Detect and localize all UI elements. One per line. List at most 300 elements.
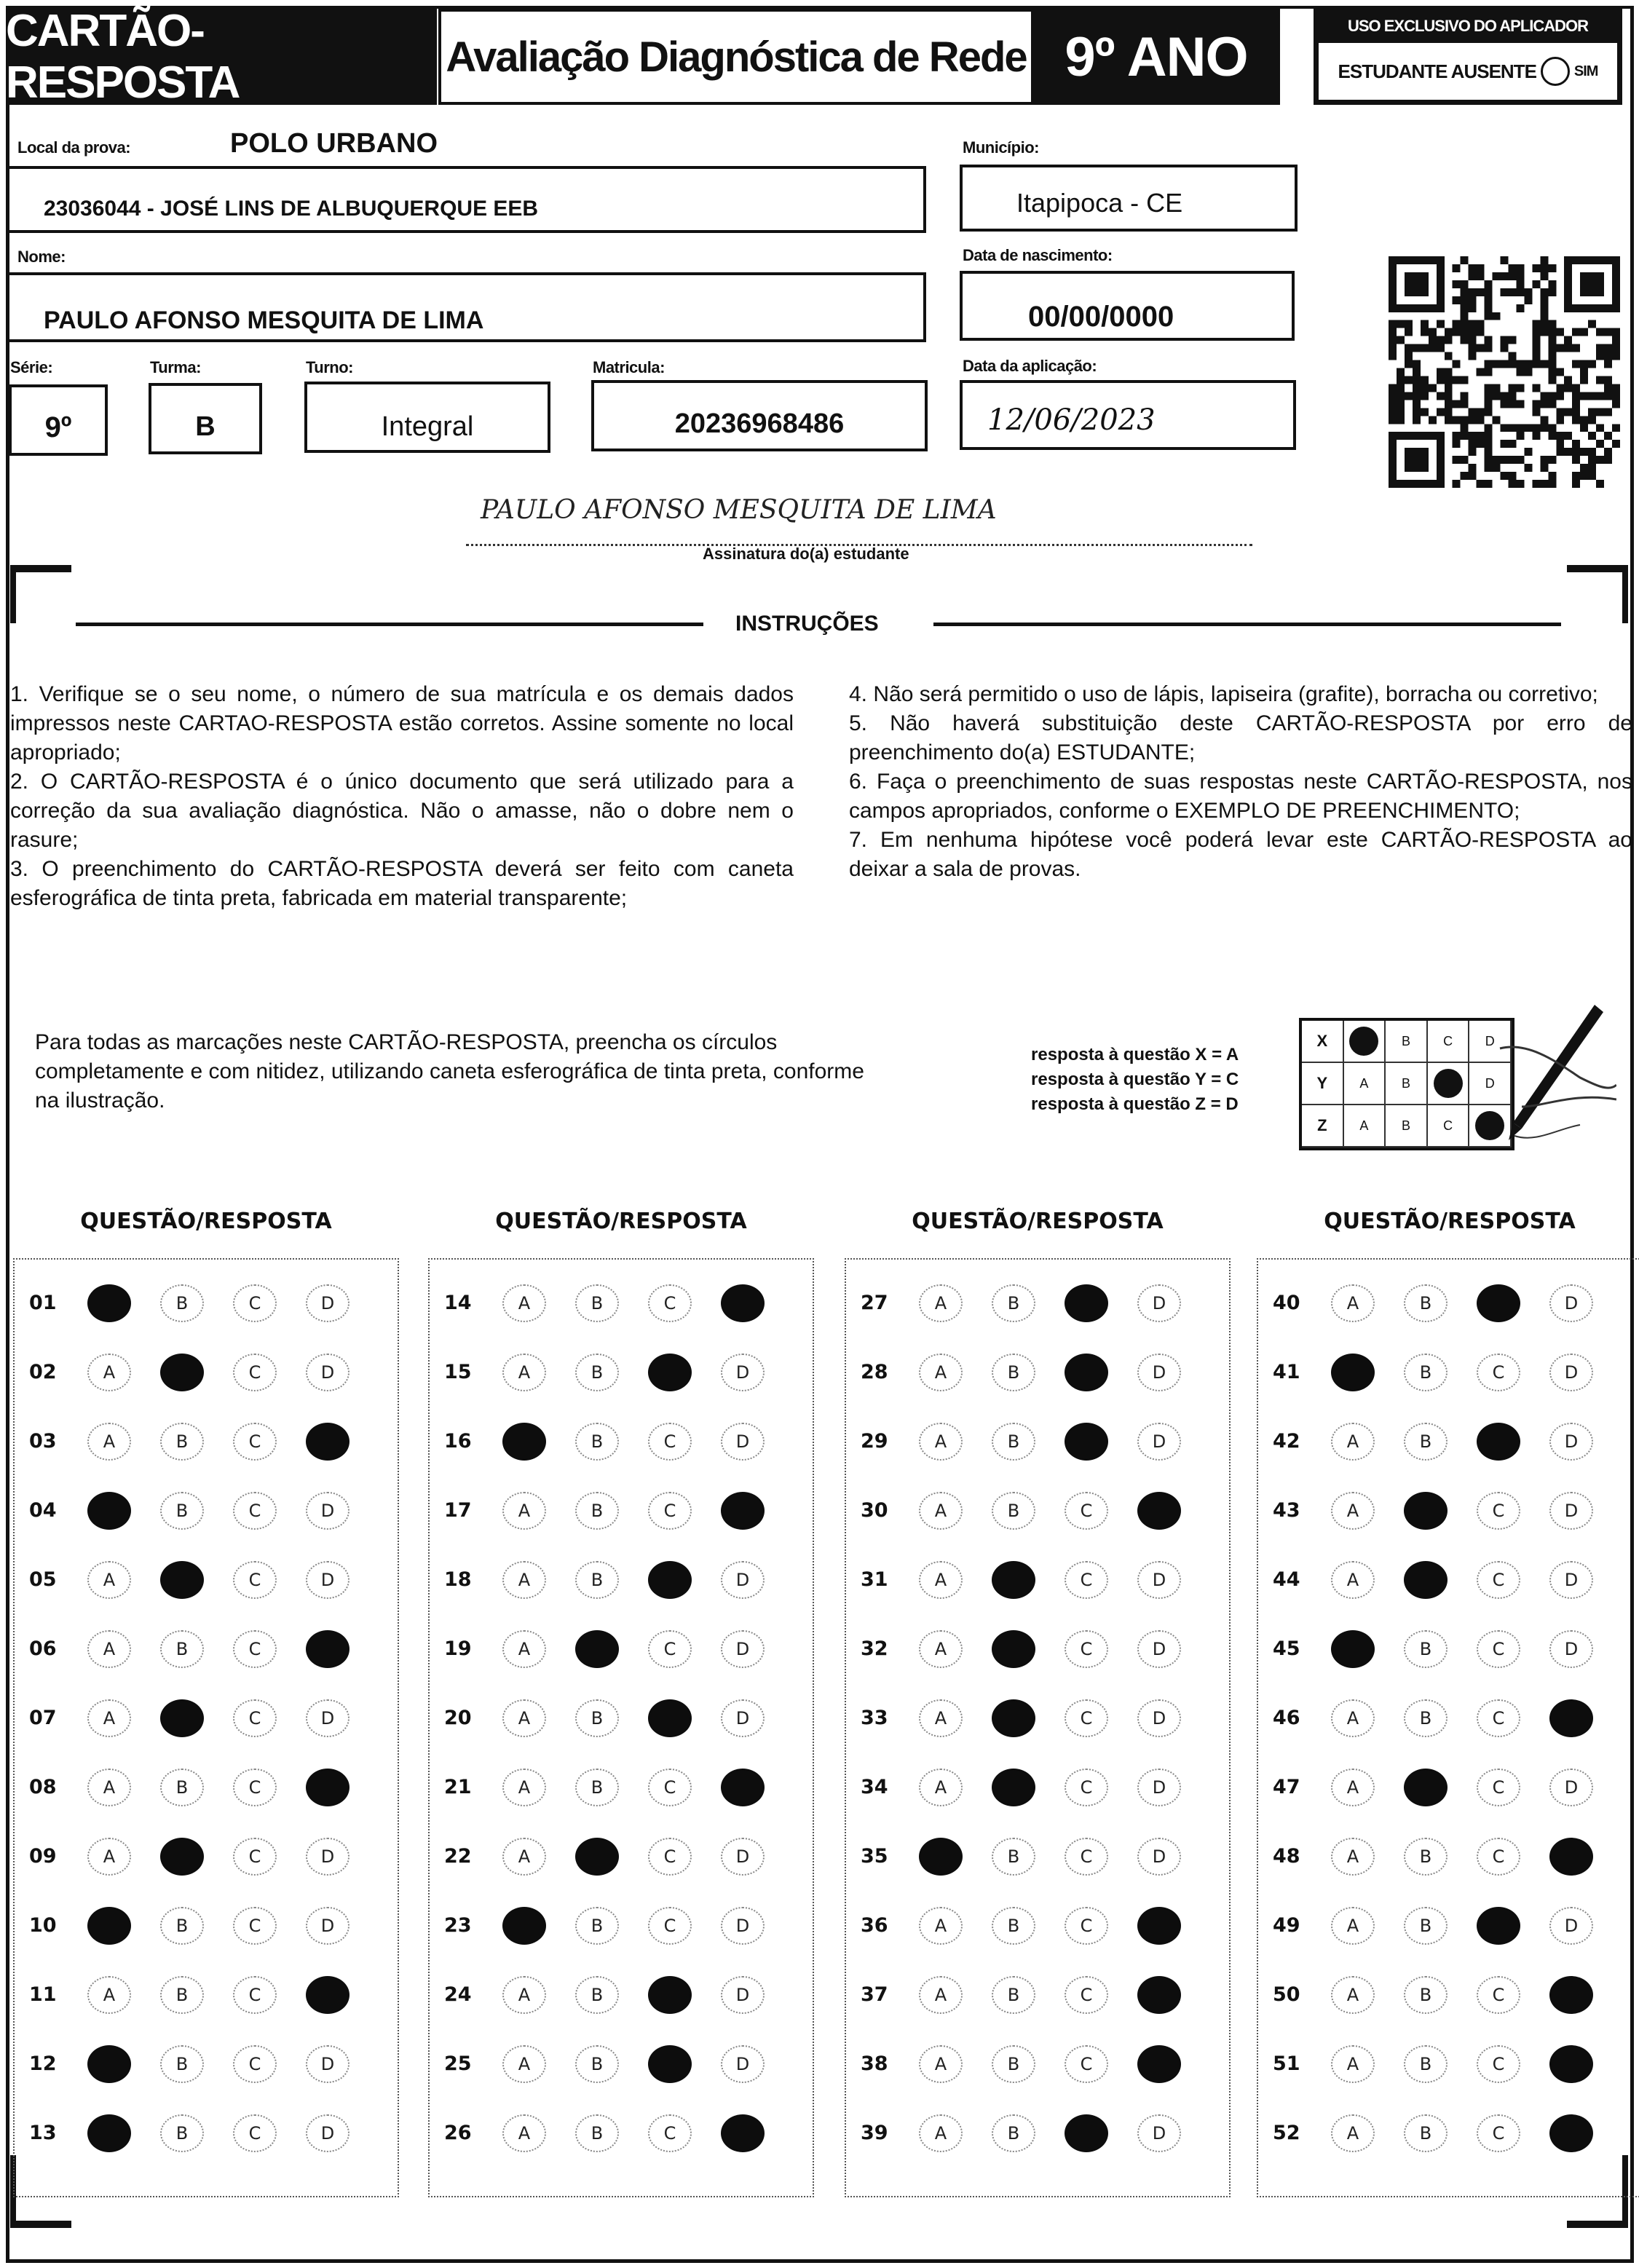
answer-bubble[interactable]: D bbox=[1549, 1561, 1593, 1599]
answer-bubble[interactable]: C bbox=[233, 1423, 277, 1461]
municipio-field bbox=[960, 165, 1298, 232]
answer-bubble[interactable]: B bbox=[992, 2114, 1035, 2152]
answer-bubble[interactable]: D bbox=[306, 2114, 349, 2152]
answer-bubble[interactable]: A bbox=[919, 1976, 963, 2014]
answer-bubble[interactable]: B bbox=[575, 1354, 619, 1391]
answer-bubble-filled[interactable] bbox=[1065, 1284, 1108, 1322]
answer-bubble[interactable]: C bbox=[648, 1630, 692, 1668]
answer-bubble[interactable]: C bbox=[1477, 1976, 1520, 2014]
answer-bubble[interactable]: B bbox=[575, 1561, 619, 1599]
answer-bubble[interactable]: D bbox=[721, 1699, 765, 1737]
answer-bubble[interactable]: A bbox=[87, 1769, 131, 1806]
answer-bubble-filled[interactable] bbox=[1549, 1838, 1593, 1876]
answer-bubble-filled[interactable] bbox=[1065, 1354, 1108, 1391]
answer-bubble-filled[interactable] bbox=[306, 1630, 349, 1668]
question-number: 45 bbox=[1273, 1637, 1300, 1660]
pencil-hand-icon bbox=[1471, 997, 1616, 1158]
answer-bubble[interactable]: B bbox=[1404, 1976, 1448, 2014]
question-number: 36 bbox=[861, 1914, 888, 1937]
answer-bubble-filled[interactable] bbox=[1404, 1769, 1448, 1806]
answer-row bbox=[15, 1407, 398, 1476]
answer-bubble[interactable]: D bbox=[721, 1423, 765, 1461]
answer-bubble[interactable]: D bbox=[1549, 1354, 1593, 1391]
answer-bubble[interactable]: C bbox=[1477, 1699, 1520, 1737]
example-legend-item: resposta à questão X = A bbox=[1031, 1045, 1239, 1064]
question-number: 12 bbox=[29, 2052, 57, 2075]
answer-bubble-filled[interactable] bbox=[648, 2045, 692, 2083]
answer-bubble[interactable]: A bbox=[1331, 2045, 1375, 2083]
answer-bubble[interactable]: C bbox=[1477, 1838, 1520, 1876]
answer-bubble[interactable]: B bbox=[575, 1492, 619, 1530]
answer-bubble-filled[interactable] bbox=[1549, 1976, 1593, 2014]
instruction-item: 1. Verifique se o seu nome, o número de sua matrícula e os demais dados impressos neste CARTAO-RESPOSTA estão corretos. Assine somente no local apropriado; bbox=[10, 682, 794, 764]
answer-bubble[interactable]: A bbox=[502, 1630, 546, 1668]
example-option: C bbox=[1428, 1105, 1470, 1147]
question-number: 48 bbox=[1273, 1845, 1300, 1868]
answer-bubble[interactable]: D bbox=[721, 1354, 765, 1391]
answer-bubble[interactable]: D bbox=[1137, 1354, 1181, 1391]
answer-bubble[interactable]: A bbox=[502, 1561, 546, 1599]
answer-bubble[interactable]: D bbox=[306, 1284, 349, 1322]
answer-bubble[interactable]: B bbox=[1404, 2045, 1448, 2083]
answer-bubble-filled[interactable] bbox=[502, 1423, 546, 1461]
absent-checkbox[interactable] bbox=[1541, 57, 1570, 86]
answer-bubble[interactable]: C bbox=[233, 1838, 277, 1876]
answer-bubble[interactable]: A bbox=[919, 2045, 963, 2083]
answer-bubble[interactable]: C bbox=[233, 2114, 277, 2152]
answer-bubble[interactable]: C bbox=[1477, 1561, 1520, 1599]
answer-bubble-filled[interactable] bbox=[648, 1561, 692, 1599]
answer-bubble[interactable]: A bbox=[919, 2114, 963, 2152]
question-number: 42 bbox=[1273, 1430, 1300, 1453]
answer-bubble[interactable]: D bbox=[1549, 1769, 1593, 1806]
answer-bubble[interactable]: B bbox=[1404, 2114, 1448, 2152]
answer-bubble-filled[interactable] bbox=[1404, 1492, 1448, 1530]
answer-bubble[interactable]: D bbox=[1137, 1699, 1181, 1737]
answer-bubble[interactable]: B bbox=[575, 1976, 619, 2014]
question-number: 05 bbox=[29, 1568, 57, 1591]
instruction-item: 5. Não haverá substituição deste CARTÃO-RESPOSTA por erro de preenchimento do(a) ESTUDANTE; bbox=[849, 711, 1632, 764]
answer-bubble[interactable]: D bbox=[306, 1354, 349, 1391]
answer-bubble[interactable]: A bbox=[502, 2045, 546, 2083]
answer-bubble-filled[interactable] bbox=[87, 1492, 131, 1530]
answer-bubble[interactable]: B bbox=[575, 1284, 619, 1322]
answer-bubble[interactable]: B bbox=[160, 1976, 204, 2014]
serie-field bbox=[9, 384, 108, 456]
instruction-item: 2. O CARTÃO-RESPOSTA é o único documento que será utilizado para a correção da sua avaliação diagnóstica. Não o amasse, não o dobre nem o rasure; bbox=[10, 770, 794, 852]
grade-title: 9º ANO bbox=[1032, 9, 1280, 105]
answer-bubble-filled[interactable] bbox=[575, 1838, 619, 1876]
answer-bubble[interactable]: D bbox=[721, 1976, 765, 2014]
nascimento-label: Data de nascimento: bbox=[963, 246, 1113, 264]
answer-bubble[interactable]: D bbox=[306, 1699, 349, 1737]
question-number: 21 bbox=[444, 1776, 472, 1798]
answer-bubble-filled[interactable] bbox=[1549, 2045, 1593, 2083]
answer-bubble[interactable]: C bbox=[1065, 1838, 1108, 1876]
signature-label: Assinatura do(a) estudante bbox=[703, 545, 909, 563]
example-option: D bbox=[1469, 1063, 1512, 1105]
answer-bubble[interactable]: A bbox=[87, 1976, 131, 2014]
answer-bubble[interactable]: A bbox=[502, 1699, 546, 1737]
nascimento-value: 00/00/0000 bbox=[1028, 301, 1174, 333]
answer-bubble[interactable]: C bbox=[233, 1284, 277, 1322]
answer-bubble[interactable]: A bbox=[1331, 1838, 1375, 1876]
answer-row bbox=[15, 1822, 398, 1891]
question-number: 47 bbox=[1273, 1776, 1300, 1798]
instruction-item: 4. Não será permitido o uso de lápis, lapiseira (grafite), borracha ou corretivo; bbox=[849, 682, 1598, 706]
answer-bubble[interactable]: A bbox=[919, 1907, 963, 1945]
answer-bubble[interactable]: D bbox=[721, 2045, 765, 2083]
instruction-item: 6. Faça o preenchimento de suas respostas neste CARTÃO-RESPOSTA, nos campos apropriados, conforme o EXEMPLO DE PREENCHIMENTO; bbox=[849, 770, 1632, 823]
answer-bubble[interactable]: A bbox=[502, 1354, 546, 1391]
answer-column-header: QUESTÃO/RESPOSTA bbox=[495, 1209, 747, 1234]
answer-bubble[interactable]: A bbox=[919, 1354, 963, 1391]
answer-bubble[interactable]: C bbox=[233, 1699, 277, 1737]
answer-bubble[interactable]: C bbox=[648, 1907, 692, 1945]
answer-bubble[interactable]: A bbox=[502, 2114, 546, 2152]
answer-bubble-filled[interactable] bbox=[575, 1630, 619, 1668]
answer-bubble[interactable]: A bbox=[1331, 1769, 1375, 1806]
answer-bubble[interactable]: D bbox=[1137, 1630, 1181, 1668]
answer-bubble-filled[interactable] bbox=[648, 1699, 692, 1737]
answer-bubble[interactable]: C bbox=[648, 1769, 692, 1806]
answer-box bbox=[13, 1258, 399, 2197]
answer-row bbox=[430, 1822, 813, 1891]
answer-bubble[interactable]: D bbox=[1137, 1284, 1181, 1322]
answer-bubble[interactable]: B bbox=[160, 1284, 204, 1322]
turno-field bbox=[304, 382, 550, 453]
answer-bubble[interactable]: C bbox=[1477, 1769, 1520, 1806]
turma-field bbox=[149, 383, 262, 454]
answer-column-2 bbox=[428, 1209, 814, 2197]
answer-bubble-filled[interactable] bbox=[87, 2045, 131, 2083]
question-number: 40 bbox=[1273, 1292, 1300, 1314]
signature-line bbox=[466, 495, 1252, 546]
answer-bubble[interactable]: C bbox=[233, 1976, 277, 2014]
answer-bubble[interactable]: C bbox=[648, 1838, 692, 1876]
answer-bubble[interactable]: C bbox=[1065, 1907, 1108, 1945]
answer-bubble[interactable]: A bbox=[502, 1976, 546, 2014]
example-option: B bbox=[1386, 1063, 1428, 1105]
answer-bubble[interactable]: B bbox=[992, 1354, 1035, 1391]
answer-bubble[interactable]: D bbox=[306, 2045, 349, 2083]
answer-bubble[interactable]: A bbox=[502, 1838, 546, 1876]
answer-bubble[interactable]: C bbox=[1065, 1976, 1108, 2014]
turno-value: Integral bbox=[381, 411, 474, 442]
answer-bubble[interactable]: D bbox=[1549, 1284, 1593, 1322]
answer-row bbox=[846, 1683, 1229, 1753]
answer-bubble[interactable]: D bbox=[1549, 1492, 1593, 1530]
answer-bubble[interactable]: A bbox=[87, 1838, 131, 1876]
absent-field bbox=[1319, 43, 1617, 100]
answer-bubble[interactable]: B bbox=[160, 1492, 204, 1530]
qr-code bbox=[1388, 256, 1621, 488]
question-number: 03 bbox=[29, 1430, 57, 1453]
answer-bubble[interactable]: B bbox=[1404, 1423, 1448, 1461]
question-number: 33 bbox=[861, 1707, 888, 1729]
answer-bubble-filled[interactable] bbox=[1404, 1561, 1448, 1599]
answer-bubble[interactable]: D bbox=[1549, 1907, 1593, 1945]
answer-bubble-filled[interactable] bbox=[1477, 1284, 1520, 1322]
answer-bubble[interactable]: C bbox=[1065, 2045, 1108, 2083]
answer-bubble-filled[interactable] bbox=[992, 1561, 1035, 1599]
turno-label: Turno: bbox=[306, 358, 354, 376]
question-number: 39 bbox=[861, 2122, 888, 2144]
answer-row bbox=[846, 1268, 1229, 1338]
answer-bubble[interactable]: B bbox=[160, 2045, 204, 2083]
example-option: A bbox=[1344, 1105, 1386, 1147]
answer-bubble-filled[interactable] bbox=[1331, 1354, 1375, 1391]
example-filled-bubble bbox=[1349, 1027, 1378, 1056]
answer-bubble[interactable]: A bbox=[919, 1284, 963, 1322]
question-number: 46 bbox=[1273, 1707, 1300, 1729]
answer-bubble[interactable]: B bbox=[992, 1284, 1035, 1322]
answer-column-header: QUESTÃO/RESPOSTA bbox=[1324, 1209, 1576, 1234]
answer-bubble-filled[interactable] bbox=[1065, 1423, 1108, 1461]
answer-bubble[interactable]: C bbox=[648, 1492, 692, 1530]
answer-bubble-filled[interactable] bbox=[648, 1354, 692, 1391]
answer-bubble-filled[interactable] bbox=[87, 2114, 131, 2152]
answer-bubble[interactable]: A bbox=[919, 1423, 963, 1461]
answer-bubble-filled[interactable] bbox=[992, 1769, 1035, 1806]
answer-bubble[interactable]: D bbox=[306, 1561, 349, 1599]
answer-bubble[interactable]: D bbox=[1549, 1630, 1593, 1668]
example-option bbox=[1428, 1063, 1470, 1105]
answer-row bbox=[430, 1545, 813, 1614]
answer-bubble[interactable]: A bbox=[919, 1630, 963, 1668]
answer-row bbox=[846, 1545, 1229, 1614]
answer-bubble[interactable]: D bbox=[721, 1561, 765, 1599]
answer-bubble-filled[interactable] bbox=[1137, 2045, 1181, 2083]
answer-row bbox=[15, 1268, 398, 1338]
answer-bubble[interactable]: B bbox=[575, 1699, 619, 1737]
answer-bubble[interactable]: C bbox=[648, 1284, 692, 1322]
answer-bubble-filled[interactable] bbox=[502, 1907, 546, 1945]
answer-bubble[interactable]: D bbox=[1549, 1423, 1593, 1461]
answer-bubble[interactable]: B bbox=[992, 2045, 1035, 2083]
answer-bubble-filled[interactable] bbox=[1549, 1699, 1593, 1737]
answer-bubble[interactable]: A bbox=[919, 1699, 963, 1737]
question-number: 20 bbox=[444, 1707, 472, 1729]
answer-bubble-filled[interactable] bbox=[1477, 1907, 1520, 1945]
answer-bubble[interactable]: B bbox=[575, 2114, 619, 2152]
answer-bubble[interactable]: B bbox=[160, 2114, 204, 2152]
answer-bubble[interactable]: D bbox=[1137, 1838, 1181, 1876]
question-number: 26 bbox=[444, 2122, 472, 2144]
question-number: 41 bbox=[1273, 1361, 1300, 1383]
answer-bubble-filled[interactable] bbox=[1137, 1976, 1181, 2014]
answer-bubble-filled[interactable] bbox=[87, 1284, 131, 1322]
answer-row bbox=[15, 1614, 398, 1683]
answer-bubble[interactable]: A bbox=[502, 1284, 546, 1322]
answer-bubble-filled[interactable] bbox=[1331, 1630, 1375, 1668]
answer-bubble[interactable]: A bbox=[87, 1561, 131, 1599]
answer-bubble-filled[interactable] bbox=[160, 1699, 204, 1737]
answer-bubble-filled[interactable] bbox=[160, 1838, 204, 1876]
answer-bubble[interactable]: C bbox=[1477, 2045, 1520, 2083]
answer-bubble[interactable]: B bbox=[1404, 1838, 1448, 1876]
answer-bubble[interactable]: B bbox=[575, 1423, 619, 1461]
answer-bubble-filled[interactable] bbox=[306, 1423, 349, 1461]
answer-bubble-filled[interactable] bbox=[160, 1354, 204, 1391]
question-number: 04 bbox=[29, 1499, 57, 1522]
answer-bubble[interactable]: A bbox=[1331, 1976, 1375, 2014]
question-number: 02 bbox=[29, 1361, 57, 1383]
answer-bubble[interactable]: C bbox=[1065, 1561, 1108, 1599]
answer-bubble[interactable]: D bbox=[1137, 1561, 1181, 1599]
corner-mark-tl bbox=[10, 565, 71, 623]
answer-bubble[interactable]: A bbox=[87, 1354, 131, 1391]
answer-bubble[interactable]: D bbox=[1137, 1423, 1181, 1461]
question-number: 38 bbox=[861, 2052, 888, 2075]
answer-row bbox=[430, 2098, 813, 2168]
answer-bubble[interactable]: B bbox=[1404, 1907, 1448, 1945]
answer-bubble-filled[interactable] bbox=[306, 1976, 349, 2014]
answer-bubble[interactable]: B bbox=[1404, 1699, 1448, 1737]
answer-bubble[interactable]: B bbox=[160, 1907, 204, 1945]
answer-row bbox=[1258, 1268, 1639, 1338]
answer-bubble-filled[interactable] bbox=[721, 1769, 765, 1806]
answer-bubble-filled[interactable] bbox=[1137, 1907, 1181, 1945]
matricula-value: 20236968486 bbox=[674, 408, 845, 439]
answer-bubble[interactable]: A bbox=[1331, 2114, 1375, 2152]
answer-bubble[interactable]: B bbox=[160, 1769, 204, 1806]
answer-bubble[interactable]: C bbox=[233, 1354, 277, 1391]
answer-bubble[interactable]: A bbox=[1331, 1699, 1375, 1737]
answer-bubble[interactable]: C bbox=[233, 1907, 277, 1945]
example-row-label: Z bbox=[1302, 1105, 1344, 1147]
question-number: 31 bbox=[861, 1568, 888, 1591]
answer-row bbox=[1258, 2098, 1639, 2168]
answer-bubble[interactable]: B bbox=[160, 1630, 204, 1668]
answer-bubble[interactable]: A bbox=[87, 1423, 131, 1461]
answer-bubble-filled[interactable] bbox=[992, 1699, 1035, 1737]
answer-bubble[interactable]: A bbox=[919, 1769, 963, 1806]
answer-row bbox=[1258, 2029, 1639, 2098]
answer-bubble[interactable]: C bbox=[1477, 1492, 1520, 1530]
answer-row bbox=[430, 1753, 813, 1822]
aplicacao-label: Data da aplicação: bbox=[963, 357, 1097, 375]
answer-bubble[interactable]: C bbox=[1065, 1699, 1108, 1737]
example-row-label: X bbox=[1302, 1021, 1344, 1063]
answer-bubble[interactable]: D bbox=[1137, 1769, 1181, 1806]
answer-bubble[interactable]: C bbox=[1477, 2114, 1520, 2152]
answer-bubble[interactable]: B bbox=[992, 1976, 1035, 2014]
answer-bubble[interactable]: D bbox=[306, 1492, 349, 1530]
answer-bubble-filled[interactable] bbox=[306, 1769, 349, 1806]
corner-mark-tr bbox=[1567, 565, 1628, 623]
answer-bubble[interactable]: B bbox=[575, 2045, 619, 2083]
answer-bubble[interactable]: B bbox=[575, 1907, 619, 1945]
answer-bubble[interactable]: C bbox=[1065, 1630, 1108, 1668]
answer-bubble[interactable]: C bbox=[233, 1561, 277, 1599]
matricula-label: Matricula: bbox=[593, 358, 665, 376]
answer-row bbox=[1258, 1476, 1639, 1545]
answer-bubble[interactable]: C bbox=[648, 2114, 692, 2152]
answer-bubble[interactable]: A bbox=[1331, 1284, 1375, 1322]
answer-bubble[interactable]: A bbox=[1331, 1423, 1375, 1461]
answer-bubble[interactable]: B bbox=[992, 1423, 1035, 1461]
answer-bubble[interactable]: C bbox=[1477, 1354, 1520, 1391]
answer-bubble[interactable]: A bbox=[87, 1630, 131, 1668]
answer-bubble[interactable]: A bbox=[1331, 1561, 1375, 1599]
nascimento-field bbox=[960, 271, 1295, 341]
example-filled-bubble bbox=[1434, 1069, 1463, 1098]
answer-bubble[interactable]: B bbox=[1404, 1630, 1448, 1668]
answer-bubble[interactable]: D bbox=[721, 1630, 765, 1668]
answer-bubble-filled[interactable] bbox=[1549, 2114, 1593, 2152]
answer-bubble-filled[interactable] bbox=[1065, 2114, 1108, 2152]
answer-bubble[interactable]: D bbox=[1137, 2114, 1181, 2152]
answer-row bbox=[846, 1891, 1229, 1960]
instructions-rule-right bbox=[933, 623, 1561, 626]
answer-bubble[interactable]: B bbox=[992, 1838, 1035, 1876]
answer-row bbox=[846, 1476, 1229, 1545]
question-number: 13 bbox=[29, 2122, 57, 2144]
answer-row bbox=[430, 1683, 813, 1753]
answer-bubble[interactable]: C bbox=[233, 2045, 277, 2083]
answer-bubble[interactable]: B bbox=[1404, 1354, 1448, 1391]
answer-bubble[interactable]: C bbox=[1477, 1630, 1520, 1668]
answer-row bbox=[15, 1338, 398, 1407]
answer-bubble[interactable]: D bbox=[721, 1838, 765, 1876]
serie-label: Série: bbox=[10, 358, 53, 376]
answer-bubble[interactable]: D bbox=[306, 1907, 349, 1945]
answer-bubble[interactable]: A bbox=[919, 1561, 963, 1599]
answer-bubble-filled[interactable] bbox=[919, 1838, 963, 1876]
answer-bubble-filled[interactable] bbox=[721, 2114, 765, 2152]
answer-bubble[interactable]: B bbox=[575, 1769, 619, 1806]
answer-bubble-filled[interactable] bbox=[721, 1284, 765, 1322]
answer-bubble[interactable]: C bbox=[233, 1630, 277, 1668]
answer-bubble[interactable]: A bbox=[87, 1699, 131, 1737]
answer-bubble-filled[interactable] bbox=[721, 1492, 765, 1530]
question-number: 11 bbox=[29, 1983, 57, 2006]
answer-bubble[interactable]: D bbox=[306, 1838, 349, 1876]
answer-bubble[interactable]: A bbox=[1331, 1492, 1375, 1530]
answer-bubble[interactable]: C bbox=[1065, 1769, 1108, 1806]
answer-bubble[interactable]: A bbox=[919, 1492, 963, 1530]
answer-bubble[interactable]: D bbox=[721, 1907, 765, 1945]
answer-bubble[interactable]: C bbox=[233, 1769, 277, 1806]
answer-bubble[interactable]: A bbox=[1331, 1907, 1375, 1945]
answer-bubble[interactable]: B bbox=[160, 1423, 204, 1461]
answer-box bbox=[1257, 1258, 1639, 2197]
answer-bubble[interactable]: B bbox=[992, 1492, 1035, 1530]
answer-bubble[interactable]: A bbox=[502, 1492, 546, 1530]
answer-bubble-filled[interactable] bbox=[160, 1561, 204, 1599]
question-number: 37 bbox=[861, 1983, 888, 2006]
example-option: D bbox=[1469, 1021, 1512, 1063]
answer-bubble[interactable]: C bbox=[648, 1423, 692, 1461]
answer-bubble-filled[interactable] bbox=[648, 1976, 692, 2014]
answer-bubble-filled[interactable] bbox=[1477, 1423, 1520, 1461]
example-legend-item: resposta à questão Z = D bbox=[1031, 1094, 1239, 1114]
answer-bubble-filled[interactable] bbox=[992, 1630, 1035, 1668]
example-option: B bbox=[1386, 1105, 1428, 1147]
answer-bubble[interactable]: C bbox=[1065, 1492, 1108, 1530]
answer-bubble[interactable]: C bbox=[233, 1492, 277, 1530]
answer-bubble-filled[interactable] bbox=[1137, 1492, 1181, 1530]
instruction-item: 7. Em nenhuma hipótese você poderá levar este CARTÃO-RESPOSTA ao deixar a sala de provas. bbox=[849, 828, 1632, 881]
answer-bubble[interactable]: B bbox=[1404, 1284, 1448, 1322]
answer-row bbox=[1258, 1545, 1639, 1614]
question-number: 28 bbox=[861, 1361, 888, 1383]
answer-bubble[interactable]: B bbox=[992, 1907, 1035, 1945]
answer-bubble[interactable]: A bbox=[502, 1769, 546, 1806]
answer-bubble-filled[interactable] bbox=[87, 1907, 131, 1945]
answer-row bbox=[430, 2029, 813, 2098]
